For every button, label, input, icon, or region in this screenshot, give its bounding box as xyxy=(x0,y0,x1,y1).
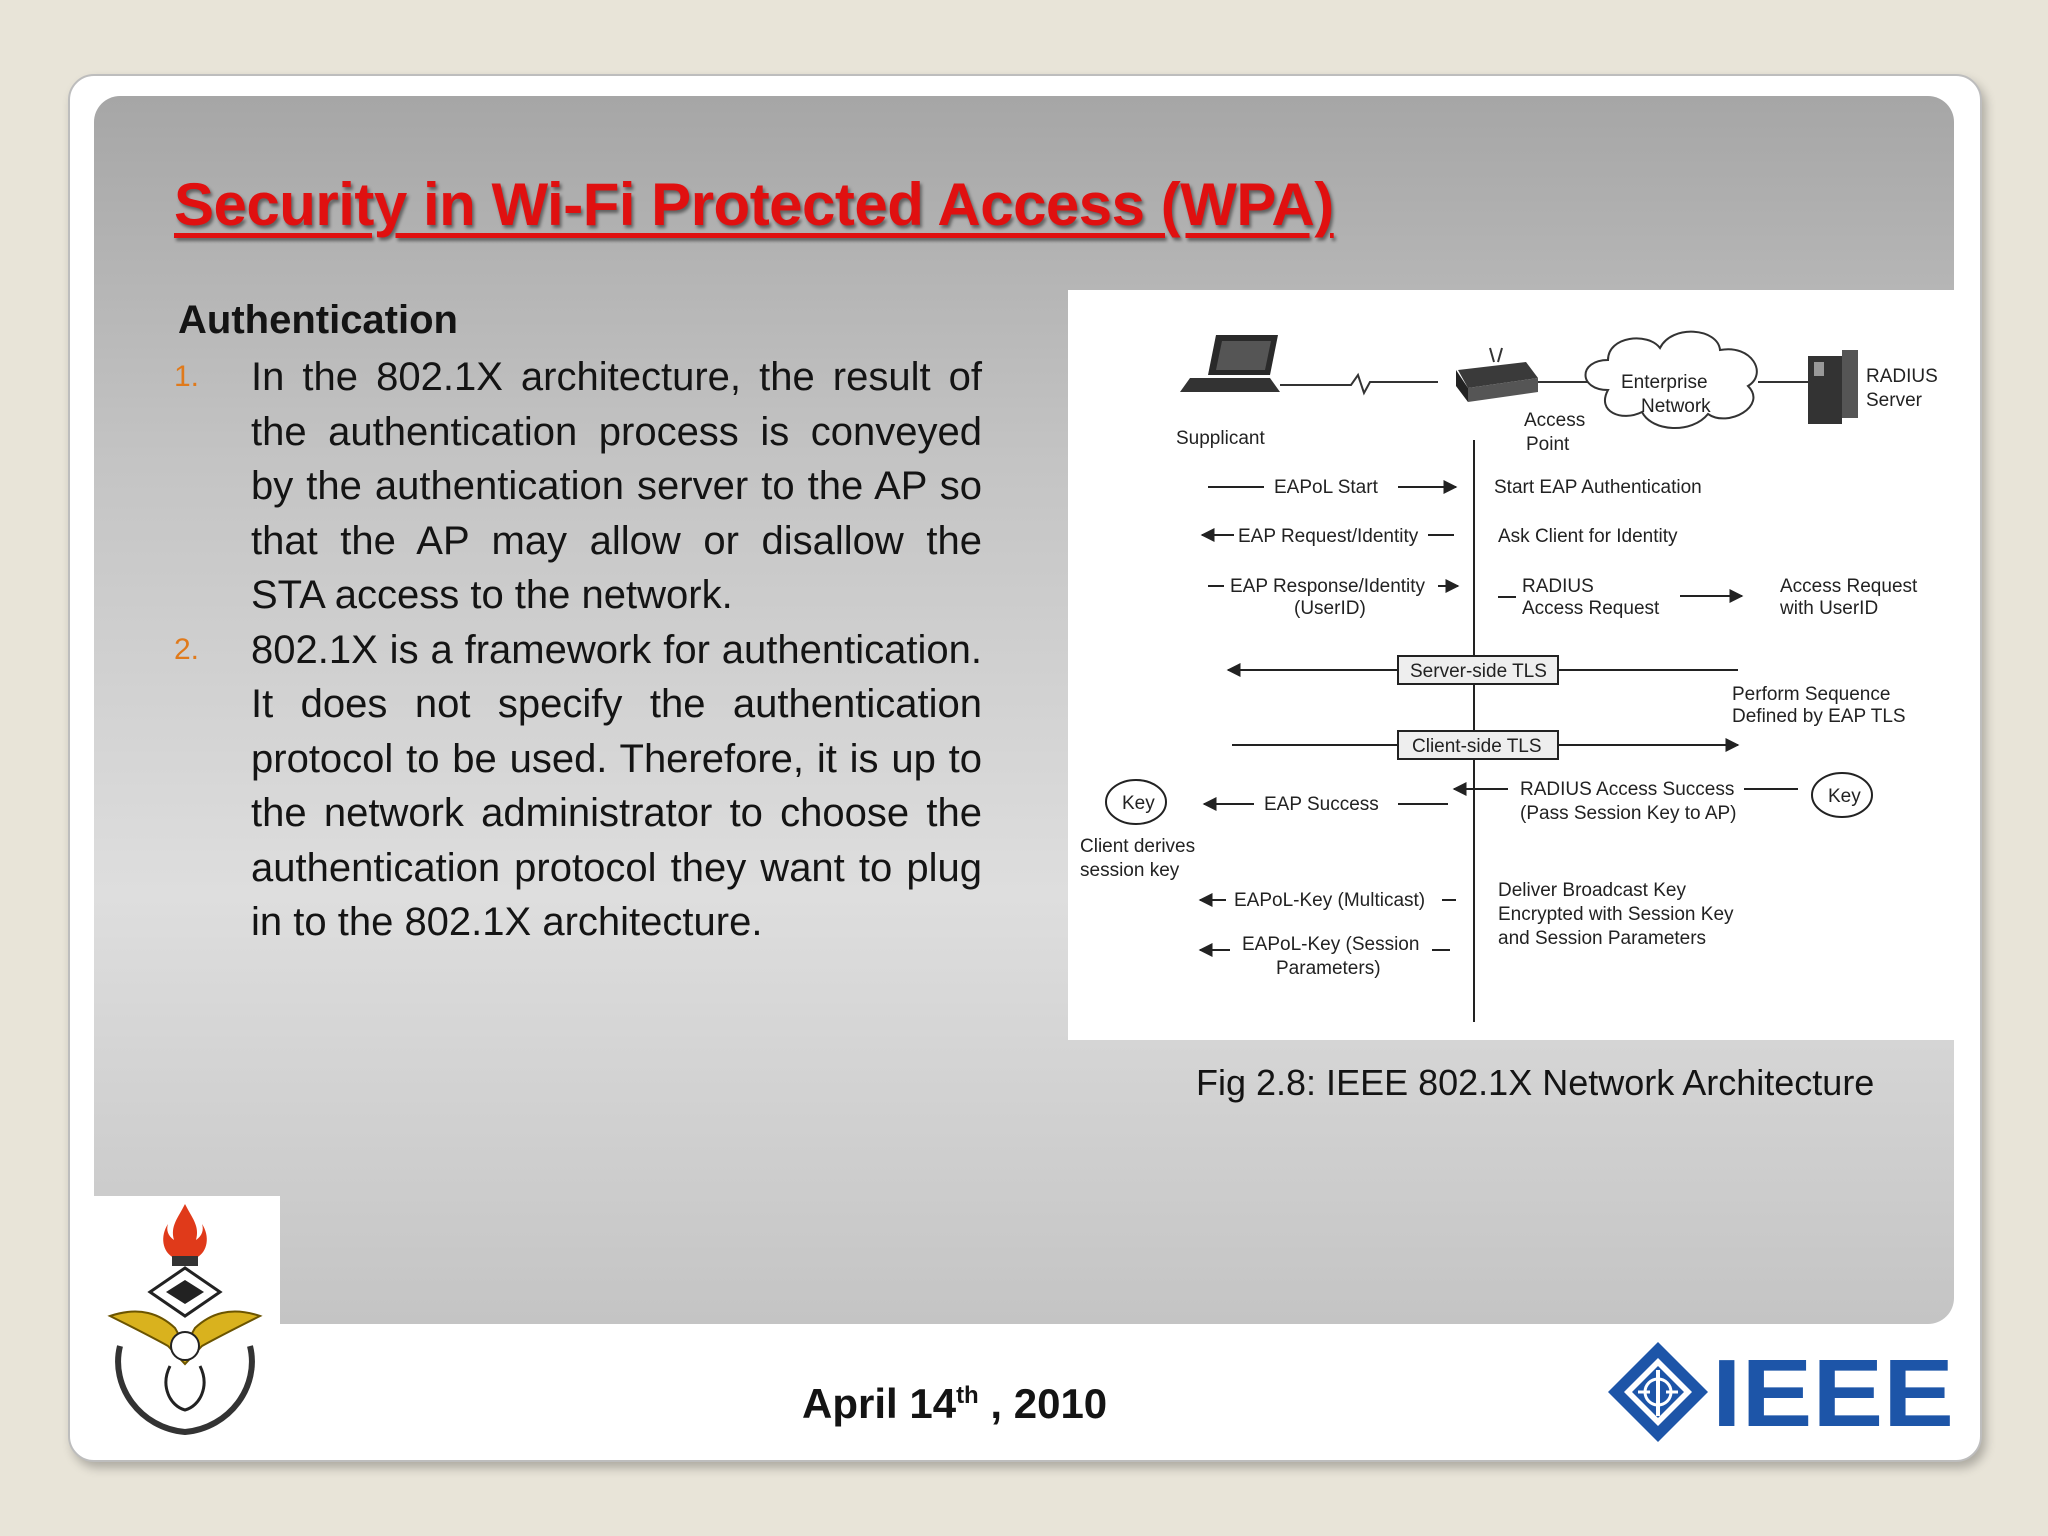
list-item xyxy=(174,623,982,950)
laptop-icon xyxy=(1180,335,1280,392)
section-heading: Authentication xyxy=(178,298,458,342)
list-number: 1. xyxy=(174,360,200,393)
date-month-day: April 14 xyxy=(802,1380,957,1427)
msg-perform-sequence: Defined by EAP TLS xyxy=(1732,706,1906,727)
presentation-date xyxy=(802,1380,1107,1428)
list-item xyxy=(174,350,982,623)
msg-radius-access-success: (Pass Session Key to AP) xyxy=(1520,803,1737,824)
figure-caption: Fig 2.8: IEEE 802.1X Network Architecture xyxy=(1196,1062,1875,1103)
msg-deliver-broadcast: Encrypted with Session Key xyxy=(1498,904,1734,925)
msg-eapol-key-session: EAPoL-Key (Session xyxy=(1242,934,1420,955)
msg-eap-response-identity: EAP Response/Identity xyxy=(1230,576,1426,597)
key-label: Key xyxy=(1122,793,1155,814)
supplicant-label: Supplicant xyxy=(1176,428,1265,449)
msg-start-eap-auth: Start EAP Authentication xyxy=(1494,477,1702,498)
university-seal-icon xyxy=(90,1196,280,1446)
msg-eapol-key-multicast: EAPoL-Key (Multicast) xyxy=(1234,890,1426,911)
university-logo xyxy=(90,1196,280,1446)
msg-eapol-start: EAPoL Start xyxy=(1274,477,1378,498)
key-label: Key xyxy=(1828,786,1861,807)
architecture-figure xyxy=(1068,290,1954,1040)
list-number: 2. xyxy=(174,632,200,666)
msg-radius-access-request: Access Request xyxy=(1522,598,1660,619)
msg-client-derives: session key xyxy=(1080,860,1180,881)
date-year: , 2010 xyxy=(978,1380,1108,1427)
access-point-label: Point xyxy=(1526,434,1570,455)
msg-access-request-userid: Access Request xyxy=(1780,576,1918,597)
radius-server-label: RADIUS xyxy=(1866,366,1938,387)
msg-eap-success: EAP Success xyxy=(1264,794,1379,815)
date-ordinal-suffix: th xyxy=(956,1382,979,1409)
architecture-diagram xyxy=(1068,290,1954,1040)
msg-ask-client: Ask Client for Identity xyxy=(1498,526,1678,547)
access-point-icon xyxy=(1456,348,1538,402)
enterprise-network-label: Network xyxy=(1641,396,1711,417)
server-icon xyxy=(1808,350,1858,424)
enterprise-network-label: Enterprise xyxy=(1621,372,1708,393)
msg-perform-sequence: Perform Sequence xyxy=(1732,684,1891,705)
msg-deliver-broadcast: and Session Parameters xyxy=(1498,928,1707,949)
access-point-label: Access xyxy=(1524,410,1586,431)
msg-client-side-tls: Client-side TLS xyxy=(1412,736,1542,757)
msg-eapol-key-session: Parameters) xyxy=(1276,958,1381,979)
msg-eap-response-identity: (UserID) xyxy=(1294,598,1366,619)
list-item-text: In the 802.1X architecture, the result of the authentication process is conveyed by the authentication server to the AP so that the AP may allow or disallow the STA access to the network. xyxy=(251,355,982,617)
ieee-logo xyxy=(1600,1336,1960,1448)
ieee-wordmark: IEEE xyxy=(1712,1340,1954,1447)
msg-server-side-tls: Server-side TLS xyxy=(1410,661,1547,682)
list-item-text: 802.1X is a framework for authentication. It does not specify the authentication protocol to be used. Therefore, it is up to the network administrator to choose the authentication protocol they want to plug in to the 802.1X architecture. xyxy=(251,627,982,944)
content-list xyxy=(174,350,982,950)
slide-title: Security in Wi-Fi Protected Access (WPA) xyxy=(174,171,1334,238)
msg-access-request-userid: with UserID xyxy=(1780,598,1879,619)
msg-radius-access-success: RADIUS Access Success xyxy=(1520,779,1735,800)
wireless-link xyxy=(1280,375,1438,393)
radius-server-label: Server xyxy=(1866,390,1922,411)
msg-radius-access-request: RADIUS xyxy=(1522,576,1594,597)
msg-eap-request-identity: EAP Request/Identity xyxy=(1238,526,1419,547)
msg-client-derives: Client derives xyxy=(1080,836,1196,857)
msg-deliver-broadcast: Deliver Broadcast Key xyxy=(1498,880,1686,901)
ieee-logo-icon xyxy=(1600,1336,1960,1448)
